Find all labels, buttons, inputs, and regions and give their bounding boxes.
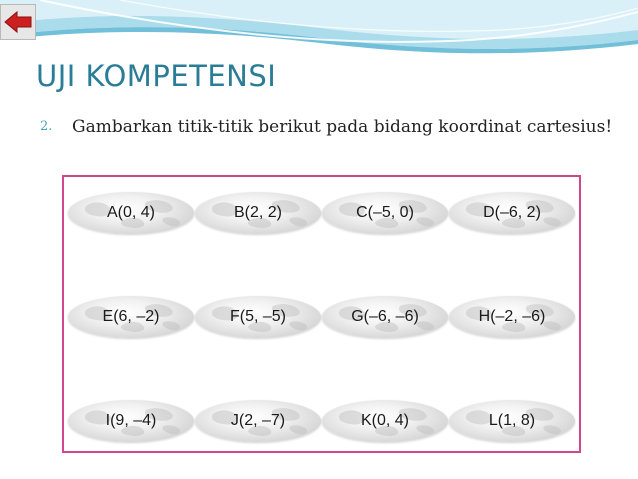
point-badge: [322, 400, 448, 442]
point-badge: [322, 192, 448, 234]
point-cell: [322, 398, 448, 448]
point-label: E(6, –2): [102, 308, 160, 325]
point-badge: [68, 192, 194, 234]
point-badge: [449, 296, 575, 338]
point-label: B(2, 2): [233, 204, 282, 221]
point-cell: [68, 190, 194, 240]
back-button[interactable]: [0, 4, 36, 40]
point-badge: [68, 296, 194, 338]
point-label: H(–2, –6): [478, 308, 546, 325]
point-cell: [68, 294, 194, 344]
point-badge: [195, 296, 321, 338]
point-cell: [68, 398, 194, 448]
point-cell: [195, 190, 321, 240]
point-cell: [195, 398, 321, 448]
slide-title: UJI KOMPETENSI: [36, 59, 277, 93]
point-badge: [195, 400, 321, 442]
point-badge: [68, 400, 194, 442]
point-label: I(9, –4): [105, 412, 157, 429]
point-cell: [322, 190, 448, 240]
question-item: [40, 115, 620, 139]
back-arrow-icon: [3, 10, 33, 34]
point-badge: [449, 192, 575, 234]
point-badge: [195, 192, 321, 234]
points-grid: [68, 190, 575, 448]
point-label: K(0, 4): [360, 412, 409, 429]
point-cell: [322, 294, 448, 344]
point-label: F(5, –5): [229, 308, 286, 325]
question-number: 2.: [40, 119, 53, 134]
point-label: A(0, 4): [106, 204, 155, 221]
point-cell: [449, 398, 575, 448]
point-badge: [449, 400, 575, 442]
point-label: L(1, 8): [488, 412, 536, 429]
point-badge: [322, 296, 448, 338]
point-label: J(2, –7): [230, 412, 286, 429]
point-cell: [195, 294, 321, 344]
point-cell: [449, 190, 575, 240]
point-cell: [449, 294, 575, 344]
point-label: D(–6, 2): [483, 204, 541, 221]
question-text: Gambarkan titik-titik berikut pada bidang koordinat cartesius!: [72, 117, 613, 137]
point-label: C(–5, 0): [356, 204, 414, 221]
point-label: G(–6, –6): [351, 308, 419, 325]
points-panel: [62, 175, 581, 453]
